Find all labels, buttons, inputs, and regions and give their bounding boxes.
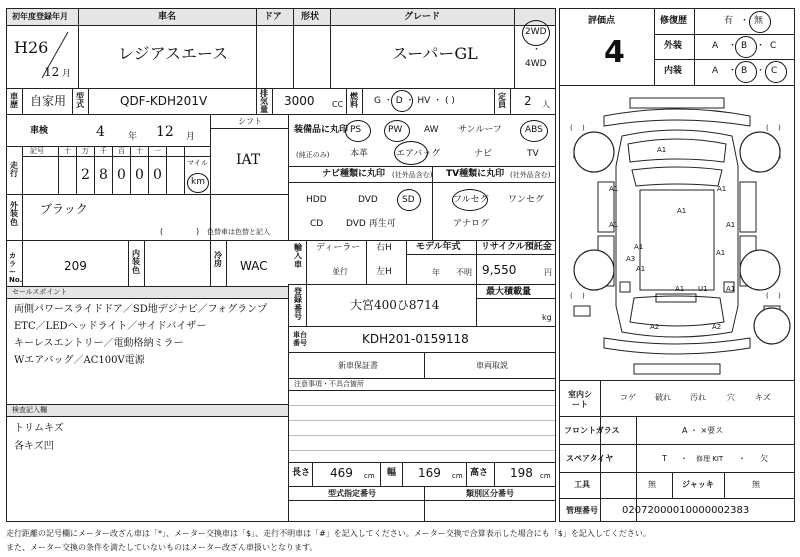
registration-value: 大宮400ひ8714 <box>350 298 440 312</box>
int-grade-dot1: ・ <box>728 66 738 76</box>
car-name-label: 車名 <box>158 12 177 22</box>
import-label: 輸入車 <box>294 243 302 269</box>
cabin-item-dirt: 汚れ <box>690 393 706 402</box>
inspector-header <box>7 405 288 416</box>
svg-text:): ) <box>778 292 781 300</box>
recycle-label: リサイクル預託金 <box>481 242 552 252</box>
usage-value: 自家用 <box>30 94 67 108</box>
int-grade-dot2: ・ <box>756 66 766 76</box>
model-year-unknown: 不明 <box>456 268 472 277</box>
damage-mark: A2 <box>712 323 722 331</box>
rating-score: 4 <box>604 35 625 70</box>
mgmt-value: 02072000010000002383 <box>622 505 750 516</box>
int-grade-a: A <box>712 66 719 76</box>
equip-abs: ABS <box>525 125 543 135</box>
fuel-label: 燃料 <box>350 92 358 110</box>
equip-navi: ナビ <box>474 149 493 159</box>
equip-sunroof: サンルーフ <box>458 125 502 135</box>
mileage-label: 走行 <box>10 161 18 179</box>
sales-point-line-1: ETC／LEDヘッドライト／サイドバイザー <box>14 321 207 332</box>
svg-text:(: ( <box>766 124 769 132</box>
width-value: 169 <box>418 466 441 480</box>
digit-label-4: 十 <box>136 147 143 155</box>
spare-none: 欠 <box>760 454 768 463</box>
ac-label: 冷房 <box>214 251 222 269</box>
mileage-digit-3: 0 <box>135 167 144 183</box>
equip-ps: PS <box>350 125 362 135</box>
tv-analog: アナログ <box>453 219 490 229</box>
damage-mark: A1 <box>726 221 736 229</box>
width-label: 幅 <box>387 468 397 478</box>
max-load-label: 最大積載量 <box>486 287 532 297</box>
svg-text:(: ( <box>766 292 769 300</box>
main-sheet-frame <box>6 8 556 522</box>
equip-pw: PW <box>388 125 403 135</box>
first-reg-year: H26 <box>14 38 49 57</box>
max-load-unit: kg <box>542 313 552 322</box>
equip-aw: AW <box>424 125 439 135</box>
shift-value: IAT <box>236 152 261 168</box>
exterior-paren: ( <box>160 227 164 236</box>
cabin-label: 室内シート <box>568 390 592 409</box>
damage-mark: A1 <box>657 146 667 154</box>
inspection-year-unit: 年 <box>128 132 138 142</box>
interior-grade-label: 内装 <box>664 66 683 76</box>
drive-4wd: 4WD <box>525 59 547 69</box>
sales-points-label: セールスポイント <box>12 288 68 296</box>
inspection-month-unit: 月 <box>186 132 196 142</box>
model-value: QDF-KDH201V <box>120 94 208 108</box>
displacement-value: 3000 <box>284 94 315 108</box>
damage-mark: A1 <box>675 285 685 293</box>
recycle-unit: 円 <box>544 268 552 277</box>
tv-title-sub: (社外品含む) <box>510 171 551 179</box>
navi-cd: CD <box>310 219 324 229</box>
chassis-label: 車台番号 <box>293 331 307 348</box>
car-damage-diagram <box>560 86 794 380</box>
navi-hdd: HDD <box>306 195 327 205</box>
exterior-value: ブラック <box>40 202 88 216</box>
ac-value: WAC <box>240 259 268 273</box>
length-value: 469 <box>330 466 353 480</box>
spare-dot2: ・ <box>738 454 746 463</box>
navi-title-sub: (社外品含む) <box>392 171 433 179</box>
rating-label: 評価点 <box>588 16 616 26</box>
tools-label: 工具 <box>574 480 590 489</box>
length-label: 長さ <box>292 468 311 478</box>
footnote-1: また、メーター交換の条件を満たしていないものはメーター改ざん車扱いとなります。 <box>6 543 318 552</box>
shape-label: 形状 <box>301 12 320 22</box>
navi-dvd-play: DVD 再生可 <box>346 219 396 229</box>
damage-mark: A3 <box>626 255 636 263</box>
registration-label: 登録番号 <box>294 287 302 322</box>
chassis-value: KDH201-0159118 <box>362 332 469 346</box>
spare-t: T <box>662 454 667 463</box>
drive-dot: ・ <box>532 45 542 55</box>
fuel-options: G ・ D ・ HV ・ ( ) <box>374 96 455 106</box>
inspector-line-0: トリムキズ <box>14 423 64 434</box>
tv-title: TV種類に丸印 <box>446 169 505 179</box>
damage-mark: A1 <box>677 207 687 215</box>
model-year-label: モデル年式 <box>416 242 461 252</box>
damage-mark: A1 <box>609 185 619 193</box>
ext-grade-a: A <box>712 41 719 51</box>
int-grade-c: C <box>771 66 778 76</box>
capacity-value: 2 <box>524 94 532 108</box>
equipment-title: 装備品に丸印 <box>294 125 349 135</box>
height-unit: cm <box>540 472 551 480</box>
mileage-digit-2: 0 <box>117 167 126 183</box>
digit-label-1: 万 <box>82 147 89 155</box>
inspection-year: 4 <box>96 124 105 140</box>
jack-value: 無 <box>752 480 760 489</box>
tv-oneseg: ワンセグ <box>508 195 545 205</box>
svg-text:(: ( <box>570 292 573 300</box>
cabin-item-hole: 穴 <box>727 393 735 402</box>
navi-title: ナビ種類に丸印 <box>322 169 386 179</box>
svg-text:): ) <box>582 124 585 132</box>
damage-mark: A1 <box>636 265 646 273</box>
equip-airbag: エアバッグ <box>396 149 441 159</box>
damage-mark: A2 <box>650 323 660 331</box>
damage-mark: A1 <box>634 243 644 251</box>
interior-color-label: 内装色 <box>132 249 140 275</box>
grade-value: スーパーGL <box>392 44 478 63</box>
repair-dot: ・ <box>740 16 750 26</box>
equip-tv: TV <box>527 149 539 159</box>
recycle-value: 9,550 <box>482 263 517 277</box>
ext-grade-dot1: ・ <box>728 41 738 51</box>
sales-point-line-3: Wエアバッグ／AC100V電源 <box>14 355 145 366</box>
grade-label: グレード <box>404 12 441 22</box>
damage-mark: U1 <box>698 285 708 293</box>
inspection-month: 12 <box>156 124 174 140</box>
import-right: 右H <box>376 243 392 253</box>
navi-sd: SD <box>402 195 415 205</box>
repair-no: 無 <box>754 16 764 26</box>
damage-mark: A1 <box>717 185 727 193</box>
exterior-paren-close: ) <box>196 227 200 236</box>
mileage-digit-1: 8 <box>99 167 108 183</box>
equip-leather: 本革 <box>350 149 369 159</box>
damage-mark: A1 <box>726 285 736 293</box>
digit-label-2: 千 <box>100 147 107 155</box>
import-parallel: 並行 <box>332 267 348 276</box>
damage-mark: A1 <box>609 221 619 229</box>
windshield-label: フロントガラス <box>564 426 620 435</box>
import-left: 左H <box>376 267 392 277</box>
inspection-label: 車検 <box>30 126 49 136</box>
warranty-new-car: 新車保証書 <box>338 361 378 370</box>
color-no-value: 209 <box>64 259 87 273</box>
drive-2wd: 2WD <box>525 27 547 37</box>
ext-grade-dot2: ・ <box>756 41 766 51</box>
shift-label: シフト <box>238 117 262 126</box>
door-label: ドア <box>264 12 282 22</box>
svg-text:): ) <box>778 124 781 132</box>
car-name-value: レジアスエース <box>118 44 229 63</box>
exterior-note: 色替車は色替と記入 <box>207 228 270 236</box>
sales-point-line-0: 両側パワースライドドア／SD地デジナビ／フォグランプ <box>14 304 268 315</box>
exterior-grade-label: 外装 <box>664 41 683 51</box>
cabin-item-scratch: キズ <box>755 393 771 402</box>
inspector-label: 検査記入欄 <box>12 406 47 414</box>
tools-value: 無 <box>648 480 656 489</box>
mileage-sign-label: 記号 <box>30 147 44 155</box>
height-value: 198 <box>510 466 533 480</box>
height-label: 高さ <box>470 468 489 478</box>
model-label: 型式 <box>76 92 84 110</box>
width-unit: cm <box>452 472 463 480</box>
mileage-digit-4: 0 <box>153 167 162 183</box>
windshield-value: A ・ ×要ス <box>682 426 724 435</box>
color-no-label: カラーNo. <box>9 252 23 285</box>
spare-dot1: ・ <box>680 454 688 463</box>
usage-label: 車歴 <box>10 92 18 110</box>
cabin-item-tear: 破れ <box>655 393 671 402</box>
digit-label-0: 十 <box>64 147 71 155</box>
digit-label-5: 一 <box>154 147 161 155</box>
capacity-label: 定員 <box>498 92 506 110</box>
int-grade-b: B <box>741 66 748 76</box>
import-dealer: ディーラー <box>316 243 361 253</box>
svg-text:(: ( <box>570 124 573 132</box>
mileage-km: km <box>191 177 205 187</box>
fuel-d-circle <box>391 90 413 112</box>
model-year-unit: 年 <box>432 268 440 277</box>
length-unit: cm <box>364 472 375 480</box>
first-reg-label: 初年度登録年月 <box>12 12 68 21</box>
footnote-0: 走行距離の記号欄にメーター改ざん車は「*」、メーター交換車は「$」、走行不明車は「#」を記入してください。メーター交換で合算表示した場合にも「$」を記入してください。 <box>6 529 651 538</box>
mileage-mile: マイル <box>187 159 208 167</box>
digit-label-3: 百 <box>118 147 125 155</box>
designation-label: 型式指定番号 <box>328 489 376 498</box>
class-label: 類別区分番号 <box>466 489 514 498</box>
displacement-label: 排気量 <box>260 89 268 114</box>
exterior-label: 外装色 <box>10 201 18 227</box>
spare-repair-kit: 修理 KIT <box>696 455 724 463</box>
jack-label: ジャッキ <box>682 480 714 489</box>
first-reg-month-unit: 月 <box>62 69 72 79</box>
tv-fullseg: フルセグ <box>453 195 489 205</box>
first-reg-month: 12 <box>44 65 60 79</box>
svg-text:): ) <box>582 292 585 300</box>
warranty-manual: 車両取説 <box>476 361 508 370</box>
capacity-unit: 人 <box>542 100 550 109</box>
navi-dvd: DVD <box>358 195 378 205</box>
ext-grade-c: C <box>770 41 777 51</box>
ext-grade-b: B <box>741 41 748 51</box>
cabin-item-scorch: コゲ <box>620 393 636 402</box>
spare-label: スペアタイヤ <box>566 454 614 463</box>
displacement-unit: CC <box>332 100 344 109</box>
sales-point-line-2: キーレスエントリー／電動格納ミラー <box>14 338 184 349</box>
equipment-sub: (純正のみ) <box>296 151 330 159</box>
notes-label: 注意事項・不具合箇所 <box>294 380 364 388</box>
mgmt-label: 管理番号 <box>566 506 598 515</box>
damage-mark: A1 <box>716 249 726 257</box>
inspector-line-1: 各キズ凹 <box>14 441 54 452</box>
mileage-digit-0: 2 <box>81 167 90 183</box>
repair-yes: 有 <box>724 16 734 26</box>
repair-label: 修復歴 <box>660 16 688 26</box>
